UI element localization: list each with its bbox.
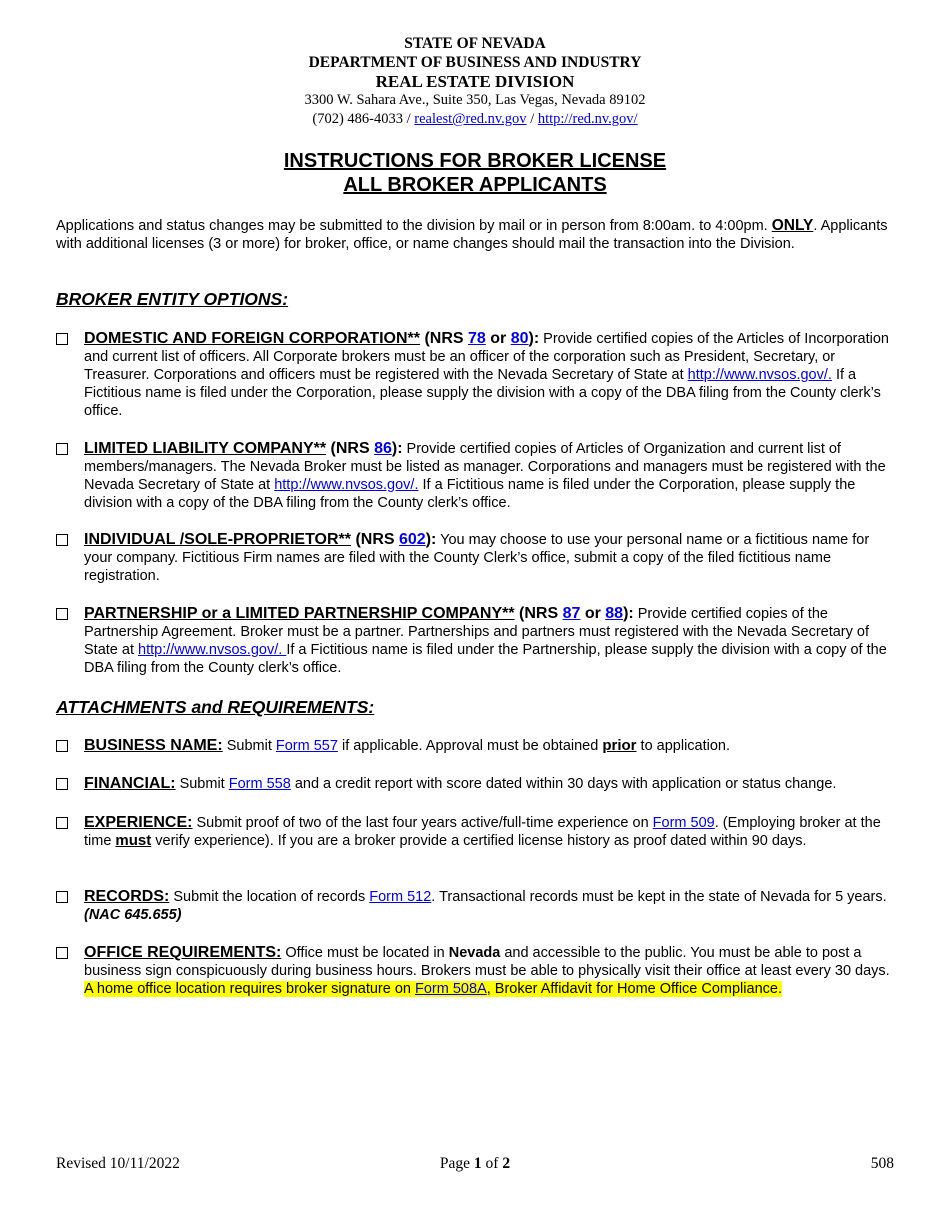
entity-label: LIMITED LIABILITY COMPANY** bbox=[84, 440, 327, 457]
form-508a-link[interactable]: Form 508A bbox=[415, 981, 487, 997]
nrs-80-link[interactable]: 80 bbox=[510, 330, 529, 347]
entity-llc: LIMITED LIABILITY COMPANY** (NRS 86): Provide certified copies of Articles of Organization and current list of members/managers. The Nevada Broker must be listed as manager. Corporations and managers must be registered with the Nevada Secretary of State at http://www.nvsos.gov/. If a Fictitious name is filed under the Corporation, please supply the division with a copy of the DBA filing from the County clerk’s office. bbox=[56, 440, 896, 512]
entity-sole-proprietor: INDIVIDUAL /SOLE-PROPRIETOR** (NRS 602): You may choose to use your personal name or a fictitious name for your company. Fictitious Firm names are filed with the County Clerk’s office, submit a copy of the filed fictitious name registration. bbox=[56, 531, 896, 585]
checkbox[interactable] bbox=[56, 817, 68, 829]
entity-label: PARTNERSHIP or a LIMITED PARTNERSHIP COMPANY** bbox=[84, 605, 515, 622]
form-557-link[interactable]: Form 557 bbox=[275, 738, 338, 754]
requirement-business-name: BUSINESS NAME: Submit Form 557 if applicable. Approval must be obtained prior to application. bbox=[56, 737, 896, 755]
requirement-financial: FINANCIAL: Submit Form 558 and a credit report with score dated within 30 days with application or status change. bbox=[56, 775, 896, 793]
nrs-88-link[interactable]: 88 bbox=[605, 605, 624, 622]
entity-corporation: DOMESTIC AND FOREIGN CORPORATION** (NRS 78 or 80): Provide certified copies of the Articles of Incorporation and current list of officers. All Corporate brokers must be an officer of the corporation such as President, Secretary, or Treasurer. Corporations and officers must be registered with the Nevada Secretary of State at http://www.nvsos.gov/. If a Fictitious name is filed under the Corporation, please supply the division with a copy of the DBA filing from the County clerk’s office. bbox=[56, 330, 896, 420]
requirement-label: BUSINESS NAME: bbox=[84, 737, 223, 754]
phone-number: (702) 486-4033 bbox=[312, 111, 404, 127]
page-number: Page 1 of 2 bbox=[439, 1155, 511, 1172]
checkbox[interactable] bbox=[56, 778, 68, 790]
entity-label: INDIVIDUAL /SOLE-PROPRIETOR** bbox=[84, 531, 351, 548]
entity-partnership: PARTNERSHIP or a LIMITED PARTNERSHIP COMPANY** (NRS 87 or 88): Provide certified copies of the Partnership Agreement. Broker must be a partner. Partnerships and partners must registered with the Nevada Secretary of State at http://www.nvsos.gov/. If a Fictitious name is filed under the Partnership, please supply the division with a copy of the DBA filing from the County clerk’s office. bbox=[56, 605, 896, 677]
checkbox[interactable] bbox=[56, 947, 68, 959]
checkbox[interactable] bbox=[56, 891, 68, 903]
requirement-experience: EXPERIENCE: Submit proof of two of the last four years active/full-time experience on Form 509. (Employing broker at the time must verify experience). If you are a broker provide a certified license history as proof dated within 90 days. bbox=[56, 814, 896, 850]
checkbox[interactable] bbox=[56, 608, 68, 620]
nvsos-link[interactable]: http://www.nvsos.gov/. bbox=[687, 367, 832, 383]
home-office-highlight: A home office location requires broker signature on Form 508A, Broker Affidavit for Home Office Compliance. bbox=[84, 981, 782, 997]
intro-paragraph: Applications and status changes may be submitted to the division by mail or in person from 8:00am. to 4:00pm. ONLY. Applicants with additional licenses (3 or more) for broker, office, or name changes should mail the transaction into the Division. bbox=[56, 217, 888, 252]
requirement-label: RECORDS: bbox=[84, 888, 170, 905]
requirement-office: OFFICE REQUIREMENTS: Office must be located in Nevada and accessible to the public. You must be able to post a business sign conspicuously during business hours. Brokers must be able to physically visit their office at least every 30 days. A home office location requires broker signature on Form 508A, Broker Affidavit for Home Office Compliance. bbox=[56, 944, 896, 998]
form-number: 508 bbox=[870, 1155, 894, 1172]
title-line-1: INSTRUCTIONS FOR BROKER LICENSE bbox=[283, 150, 667, 172]
requirement-label: EXPERIENCE: bbox=[84, 814, 193, 831]
entity-label: DOMESTIC AND FOREIGN CORPORATION** bbox=[84, 330, 421, 347]
revision-date: Revised 10/11/2022 bbox=[56, 1155, 180, 1172]
page-title bbox=[0, 149, 950, 197]
only-emphasis: ONLY bbox=[771, 217, 814, 234]
form-558-link[interactable]: Form 558 bbox=[228, 776, 291, 792]
section-heading-entity-options: BROKER ENTITY OPTIONS: bbox=[56, 289, 289, 309]
contact-line: (702) 486-4033 / realest@red.nv.gov / http://red.nv.gov/ bbox=[312, 111, 638, 127]
nrs-602-link[interactable]: 602 bbox=[399, 531, 426, 548]
nac-citation: (NAC 645.655) bbox=[84, 907, 182, 923]
form-509-link[interactable]: Form 509 bbox=[652, 815, 715, 831]
nvsos-link[interactable]: http://www.nvsos.gov/. bbox=[138, 642, 287, 658]
checkbox[interactable] bbox=[56, 740, 68, 752]
letterhead bbox=[0, 34, 950, 129]
website-link[interactable]: http://red.nv.gov/ bbox=[537, 111, 638, 127]
nvsos-link[interactable]: http://www.nvsos.gov/. bbox=[274, 477, 419, 493]
email-link[interactable]: realest@red.nv.gov bbox=[414, 111, 527, 127]
division-name: REAL ESTATE DIVISION bbox=[375, 72, 575, 91]
nrs-78-link[interactable]: 78 bbox=[468, 330, 486, 347]
checkbox[interactable] bbox=[56, 333, 68, 345]
form-512-link[interactable]: Form 512 bbox=[369, 889, 432, 905]
requirement-label: FINANCIAL: bbox=[84, 775, 176, 792]
department-name: DEPARTMENT OF BUSINESS AND INDUSTRY bbox=[308, 54, 642, 71]
checkbox[interactable] bbox=[56, 534, 68, 546]
requirement-label: OFFICE REQUIREMENTS: bbox=[84, 944, 282, 961]
division-address: 3300 W. Sahara Ave., Suite 350, Las Vegas, Nevada 89102 bbox=[304, 92, 646, 108]
nrs-86-link[interactable]: 86 bbox=[374, 440, 392, 457]
section-heading-attachments: ATTACHMENTS and REQUIREMENTS: bbox=[56, 697, 375, 717]
requirement-records: RECORDS: Submit the location of records Form 512. Transactional records must be kept in the state of Nevada for 5 years. (NAC 645.655) bbox=[56, 888, 896, 924]
title-line-2: ALL BROKER APPLICANTS bbox=[343, 174, 607, 196]
nrs-87-link[interactable]: 87 bbox=[562, 605, 581, 622]
checkbox[interactable] bbox=[56, 443, 68, 455]
state-name: STATE OF NEVADA bbox=[404, 35, 546, 52]
